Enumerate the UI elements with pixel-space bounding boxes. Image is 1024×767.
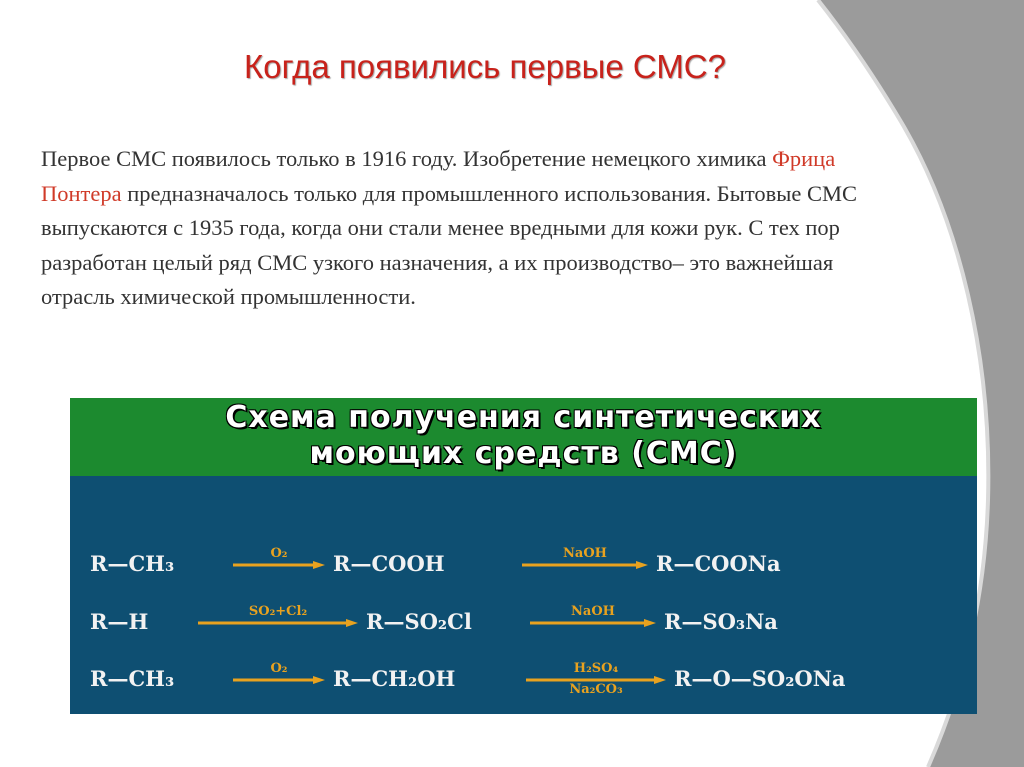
row1-arrow2-reagent: NaOH — [563, 546, 607, 561]
row3-arrow1-reagent: O₂ — [270, 661, 288, 676]
row3-product: R—O—SO₂ONa — [674, 666, 846, 691]
scheme-header — [70, 398, 977, 476]
arrow-right-icon — [522, 561, 648, 569]
paragraph-text-end: предназначалось только для промышленного использования. Бытовые СМС выпускаются с 1935 года, когда они стали менее вредными для кожи рук. С тех пор разработан целый ряд СМС узкого назначения, а их производство– это важнейшая отрасль химической промышленности. — [41, 180, 858, 309]
row3-arrow2-reagent-top: H₂SO₄ — [573, 661, 619, 676]
paragraph-text-start: Первое СМС появилось только в 1916 году. Изобретение немецкого химика — [41, 146, 773, 171]
row2-arrow2-reagent: NaOH — [571, 604, 615, 619]
row2-arrow1-reagent: SO₂+Cl₂ — [248, 604, 308, 619]
inventor-name-highlight: Фрица Понтера — [41, 146, 836, 206]
row1-reactant: R—CH₃ — [90, 551, 175, 576]
row2-reactant: R—H — [90, 609, 149, 634]
row1-arrow1-reagent: O₂ — [270, 546, 288, 561]
scheme-title-line-2: моющих средств (СМС) — [309, 436, 738, 471]
row1-arrow-2 — [522, 547, 648, 581]
arrow-right-icon — [198, 619, 358, 627]
row2-arrow-1 — [198, 605, 358, 639]
arrow-right-icon — [233, 561, 325, 569]
row3-arrow-1 — [233, 662, 325, 696]
row2-intermediate: R—SO₂Cl — [366, 609, 472, 634]
scheme-title — [70, 400, 977, 472]
row1-arrow-1 — [233, 547, 325, 581]
arrow-right-icon — [233, 676, 325, 684]
body-paragraph — [41, 142, 901, 315]
row3-arrow2-reagent-bottom: Na₂CO₃ — [569, 682, 623, 697]
arrow-right-icon — [530, 619, 656, 627]
row2-arrow-2 — [530, 605, 656, 639]
synthesis-scheme — [70, 398, 977, 714]
scheme-title-line-1: Схема получения синтетических — [225, 400, 822, 435]
row1-intermediate: R—COOH — [333, 551, 445, 576]
row3-reactant: R—CH₃ — [90, 666, 175, 691]
row2-product: R—SO₃Na — [664, 609, 778, 634]
slide-title: Когда появились первые СМС? — [244, 48, 726, 85]
row3-arrow-2 — [526, 662, 666, 696]
row1-product: R—COONa — [656, 551, 781, 576]
row3-intermediate: R—CH₂OH — [333, 666, 456, 691]
